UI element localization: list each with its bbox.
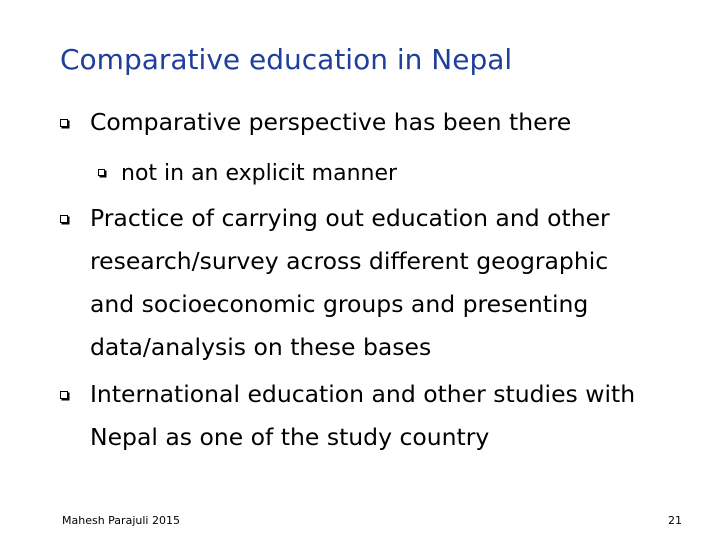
bullet-line: Comparative perspective has been there: [90, 108, 572, 136]
bullet-line: and socioeconomic groups and presenting: [90, 290, 589, 318]
footer-page-number: 21: [668, 514, 682, 527]
bullet-line: not in an explicit manner: [121, 161, 398, 186]
sub-bullet-item: [98, 152, 397, 195]
footer-author: Mahesh Parajuli 2015: [62, 514, 180, 527]
bullet-line: Practice of carrying out education and other: [90, 204, 610, 232]
sub-bullet-text: [121, 152, 397, 195]
square-bullet-icon: [60, 391, 68, 399]
bullet-text: [90, 101, 571, 144]
bullet-line: research/survey across different geographic: [90, 247, 609, 275]
bullet-line: Nepal as one of the study country: [90, 423, 490, 451]
bullet-line: International education and other studies with: [90, 380, 636, 408]
square-bullet-icon: [60, 119, 68, 127]
bullet-text: [90, 197, 610, 369]
bullet-item: [60, 373, 635, 459]
slide-title: Comparative education in Nepal: [60, 43, 513, 76]
square-bullet-icon: [60, 215, 68, 223]
bullet-item: [60, 197, 610, 369]
bullet-text: [90, 373, 635, 459]
bullet-line: data/analysis on these bases: [90, 333, 432, 361]
square-bullet-icon: [98, 169, 105, 176]
bullet-item: [60, 101, 571, 144]
